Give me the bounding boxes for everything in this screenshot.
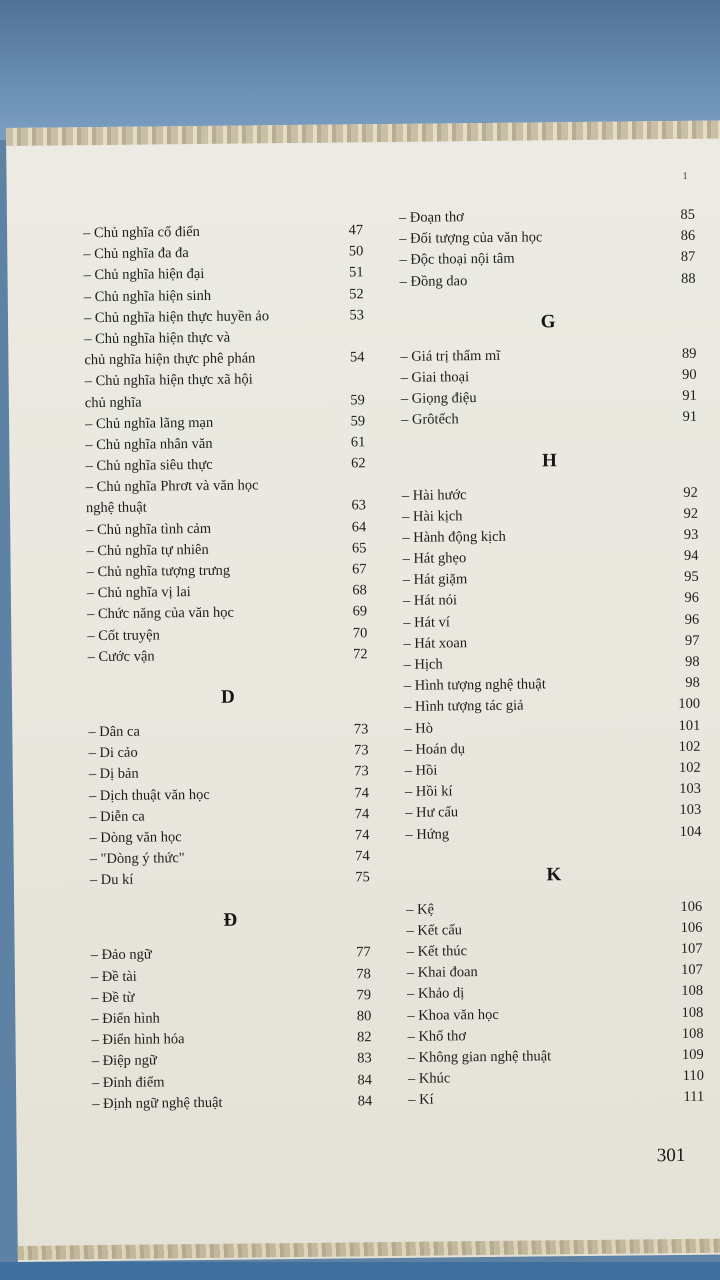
index-term: – Grôtếch	[401, 412, 459, 430]
index-page-ref: 79	[356, 987, 372, 1004]
index-page-ref: 91	[682, 387, 697, 405]
index-entry	[403, 590, 699, 614]
index-entry	[92, 1072, 372, 1096]
index-page-ref: 89	[681, 345, 697, 362]
index-term: – Chủ nghĩa siêu thực	[85, 457, 212, 475]
index-entry	[404, 654, 700, 678]
index-page-ref: 74	[355, 848, 370, 865]
index-term: – Dòng văn học	[89, 829, 181, 847]
section-heading: Đ	[223, 910, 238, 932]
index-term: – Kí	[408, 1092, 434, 1109]
desk-background-bottom	[0, 1262, 720, 1280]
index-term: – Khúc	[408, 1071, 450, 1088]
index-term: – Điệp ngữ	[92, 1053, 157, 1071]
index-entry	[402, 548, 698, 572]
index-page-ref: 92	[683, 505, 699, 522]
index-page-ref: 107	[681, 961, 703, 979]
index-term: – Dị bản	[89, 766, 139, 784]
index-term: – Định ngữ nghệ thuật	[92, 1095, 222, 1113]
index-term: – Dân ca	[88, 724, 140, 742]
page-bottom-edge	[18, 1238, 720, 1259]
index-page-ref: 103	[679, 780, 702, 798]
index-term: – Hứng	[405, 826, 449, 843]
index-page-ref: 102	[678, 759, 701, 776]
index-page-ref: 84	[357, 1092, 373, 1110]
index-entry	[84, 349, 364, 373]
index-term: – Di cảo	[88, 745, 137, 763]
index-page-ref: 50	[348, 243, 364, 260]
index-term: – Điển hình hóa	[91, 1031, 184, 1049]
index-page-ref: 98	[685, 674, 700, 692]
index-term: – Đề tài	[91, 968, 137, 985]
index-term: – "Dòng ý thức"	[90, 850, 185, 868]
index-entry	[89, 827, 369, 851]
index-entry	[87, 625, 367, 649]
index-entry	[91, 966, 371, 990]
index-term: – Chủ nghĩa hiện đại	[83, 266, 204, 284]
index-entry	[408, 1047, 704, 1071]
index-page-ref: 61	[350, 434, 366, 451]
index-term: – Hát nói	[403, 593, 457, 611]
index-page-ref: 88	[681, 270, 696, 287]
index-page-ref: 62	[350, 455, 366, 472]
index-entry	[89, 785, 369, 809]
index-term: – Đồng dao	[400, 273, 468, 291]
index-term: – Chủ nghĩa hiện thực huyền ảo	[84, 308, 269, 327]
index-entry	[84, 328, 364, 352]
index-page-ref: 106	[680, 919, 703, 936]
index-entry	[87, 561, 367, 585]
index-column-right	[399, 207, 704, 1114]
index-page-ref: 108	[681, 983, 704, 1000]
index-page-ref: 64	[351, 518, 367, 536]
index-page-ref: 74	[354, 805, 370, 823]
index-page-ref: 97	[684, 632, 700, 649]
index-term: – Chủ nghĩa tự nhiên	[86, 542, 208, 560]
index-entry	[91, 1029, 371, 1053]
section-heading: K	[546, 863, 562, 886]
index-entry	[405, 823, 701, 847]
index-entry	[85, 392, 365, 416]
index-entry	[406, 920, 702, 944]
index-entry	[404, 675, 700, 699]
index-entry	[90, 848, 370, 872]
index-entry	[83, 243, 363, 267]
index-term: – Đề từ	[91, 990, 134, 1007]
index-term: – Không gian nghệ thuật	[408, 1048, 552, 1067]
index-term: – Hát giặm	[403, 571, 468, 589]
index-term: – Chủ nghĩa vị lai	[87, 584, 191, 602]
index-page-ref: 67	[352, 561, 367, 578]
index-term: – Chủ nghĩa nhân văn	[85, 436, 212, 454]
index-term: – Chủ nghĩa hiện thực và	[84, 330, 230, 349]
index-page-ref: 96	[684, 611, 700, 628]
index-term: – Cước vận	[87, 648, 154, 666]
index-page-ref: 108	[681, 1025, 704, 1042]
index-term: – Kết thúc	[407, 943, 468, 961]
index-entry	[91, 987, 371, 1011]
index-term: – Hình tượng tác giả	[404, 698, 524, 716]
index-entry	[88, 721, 368, 745]
index-page-ref: 102	[678, 738, 701, 755]
index-term: – Chủ nghĩa đa đa	[83, 245, 189, 263]
index-entry	[401, 367, 697, 391]
index-page-ref: 63	[351, 497, 367, 514]
index-entry	[87, 646, 367, 670]
index-entry	[401, 388, 697, 412]
index-page-ref: 65	[351, 540, 367, 557]
index-page-ref: 73	[353, 742, 369, 759]
index-entry	[88, 742, 368, 766]
index-term: – Đoạn thơ	[399, 209, 464, 227]
index-term: – Chủ nghĩa hiện thực xã hội	[85, 372, 253, 391]
index-term: – Hát ghẹo	[402, 550, 466, 568]
index-term: – Giá trị thẩm mĩ	[400, 348, 500, 366]
index-term: – Hài hước	[402, 487, 467, 505]
index-entry	[85, 413, 365, 437]
index-term: – Giọng điệu	[401, 390, 477, 408]
index-page-ref: 68	[352, 582, 367, 599]
index-term: – Chủ nghĩa tình cảm	[86, 521, 211, 539]
index-term: – Giai thoại	[401, 369, 470, 387]
index-term: – Hịch	[404, 656, 443, 673]
index-term: – Kệ	[406, 901, 434, 918]
index-page-ref: 59	[350, 391, 365, 408]
index-page-ref: 77	[356, 944, 371, 961]
index-term: chủ nghĩa	[84, 394, 142, 411]
index-page-ref: 90	[682, 366, 697, 383]
index-page-ref: 59	[350, 412, 366, 430]
index-entry	[83, 222, 363, 246]
index-entry	[408, 1068, 704, 1092]
index-term: – Hò	[404, 720, 433, 737]
desk-background	[0, 0, 720, 140]
index-entry	[85, 434, 365, 458]
index-term: – Hư cấu	[405, 805, 458, 823]
index-entry	[406, 898, 702, 922]
index-page-ref: 73	[354, 763, 369, 780]
index-entry	[404, 717, 700, 741]
index-term: nghệ thuật	[85, 499, 147, 517]
section-heading: G	[540, 311, 556, 333]
index-term: – Đảo ngữ	[91, 947, 152, 965]
index-entry	[405, 760, 701, 784]
index-term: – Điển hình	[91, 1010, 160, 1028]
index-page-ref: 52	[349, 285, 364, 302]
index-page-ref: 70	[352, 624, 368, 641]
index-page-ref: 98	[685, 653, 700, 670]
index-entry	[89, 806, 369, 830]
index-entry	[400, 346, 696, 370]
index-entry	[85, 455, 365, 479]
index-entry	[408, 1089, 704, 1113]
index-page-ref: 108	[681, 1004, 704, 1021]
index-entry	[90, 869, 370, 893]
index-entry	[91, 1008, 371, 1032]
index-entry	[405, 802, 701, 826]
index-page-ref: 69	[352, 603, 368, 620]
index-entry	[400, 270, 696, 294]
index-page-ref: 80	[356, 1008, 372, 1025]
index-entry	[403, 633, 699, 657]
index-page-ref: 111	[683, 1089, 705, 1106]
index-term: – Chủ nghĩa Phrơt và văn học	[86, 478, 259, 497]
index-page-ref: 101	[678, 717, 701, 734]
index-entry	[399, 249, 695, 273]
index-entry	[399, 207, 695, 231]
index-entry	[86, 498, 366, 522]
index-page-ref: 86	[680, 227, 696, 245]
index-entry	[85, 371, 365, 395]
corner-mark: 1	[682, 170, 688, 182]
index-entry	[86, 519, 366, 543]
page-number: 301	[656, 1144, 686, 1167]
index-term: – Khổ thơ	[407, 1028, 466, 1046]
index-entry	[407, 941, 703, 965]
index-page-ref: 47	[348, 222, 364, 239]
section-heading: D	[220, 686, 235, 708]
index-page-ref: 96	[684, 590, 700, 607]
index-page-ref: 93	[683, 526, 699, 543]
index-term: – Hát xoan	[403, 635, 467, 653]
index-page-ref: 73	[353, 721, 369, 738]
index-page-ref: 94	[683, 547, 699, 564]
index-term: – Hành động kịch	[402, 529, 506, 547]
index-term: – Khoa văn học	[407, 1007, 499, 1025]
index-entry	[86, 540, 366, 564]
index-entry	[92, 1051, 372, 1075]
index-column-left	[83, 222, 372, 1117]
index-term: – Khảo dị	[407, 986, 464, 1004]
index-entry	[407, 1004, 703, 1028]
index-page-ref: 74	[354, 827, 370, 844]
index-page-ref: 53	[349, 307, 365, 324]
index-page-ref: 82	[356, 1029, 372, 1046]
index-entry	[86, 477, 366, 501]
index-page-ref: 100	[678, 696, 701, 713]
index-page-ref: 75	[355, 869, 370, 886]
index-term: – Hình tượng nghệ thuật	[404, 677, 546, 695]
index-page-ref: 85	[680, 206, 696, 223]
index-entry	[403, 569, 699, 593]
index-term: – Đối tượng của văn học	[399, 230, 542, 248]
index-page-ref: 110	[682, 1067, 705, 1085]
index-term: – Dịch thuật văn học	[89, 786, 210, 804]
index-page-ref: 106	[680, 898, 703, 915]
index-term: – Hoán dụ	[404, 741, 465, 759]
index-entry	[84, 307, 364, 331]
index-term: – Chủ nghĩa cổ điển	[83, 224, 200, 242]
index-entry	[83, 265, 363, 289]
index-term: – Độc thoại nội tâm	[399, 251, 514, 269]
index-term: chủ nghĩa hiện thực phê phán	[84, 350, 256, 369]
index-page-ref: 91	[682, 409, 698, 426]
index-page-ref: 78	[356, 965, 371, 983]
index-page-ref: 95	[684, 569, 699, 586]
index-term: – Diễn ca	[89, 808, 145, 826]
index-entry	[402, 505, 698, 529]
section-heading: H	[542, 449, 558, 471]
index-entry	[403, 611, 699, 635]
index-page-ref: 51	[348, 264, 364, 281]
index-page-ref: 72	[352, 645, 368, 663]
index-term: – Hài kịch	[402, 508, 463, 526]
index-term: – Chủ nghĩa lãng mạn	[85, 415, 213, 433]
index-page-ref: 83	[357, 1050, 372, 1067]
index-term: – Kết cấu	[406, 922, 462, 940]
index-term: – Đỉnh điểm	[92, 1074, 165, 1092]
index-page-ref: 107	[680, 940, 703, 958]
index-entry	[87, 582, 367, 606]
index-entry	[89, 764, 369, 788]
index-term: – Cốt truyện	[87, 627, 160, 645]
index-entry	[407, 1026, 703, 1050]
index-entry	[84, 286, 364, 310]
index-term: – Hồi kí	[405, 783, 453, 800]
index-page-ref: 92	[683, 484, 698, 501]
index-entry	[87, 604, 367, 628]
index-entry	[91, 945, 371, 969]
index-entry	[399, 228, 695, 252]
index-entry	[405, 781, 701, 805]
book-page	[6, 121, 720, 1262]
index-term: – Hồi	[405, 762, 438, 779]
index-page-ref: 103	[679, 802, 702, 819]
index-page-ref: 84	[357, 1071, 373, 1088]
index-term: – Chủ nghĩa hiện sinh	[84, 287, 211, 305]
index-term: – Chức năng của văn học	[87, 605, 234, 624]
index-page-ref: 109	[681, 1046, 704, 1063]
index-entry	[404, 739, 700, 763]
index-entry	[92, 1093, 372, 1117]
index-entry	[402, 527, 698, 551]
index-page-ref: 104	[679, 823, 702, 840]
index-term: – Hát ví	[403, 614, 450, 631]
index-page-ref: 54	[349, 349, 365, 366]
index-term: – Du kí	[90, 872, 134, 889]
index-term: – Chủ nghĩa tượng trưng	[87, 563, 231, 582]
index-term: – Khai đoan	[407, 964, 478, 982]
index-page-ref: 74	[354, 784, 370, 801]
index-page-ref: 87	[680, 249, 696, 266]
index-entry	[402, 484, 698, 508]
